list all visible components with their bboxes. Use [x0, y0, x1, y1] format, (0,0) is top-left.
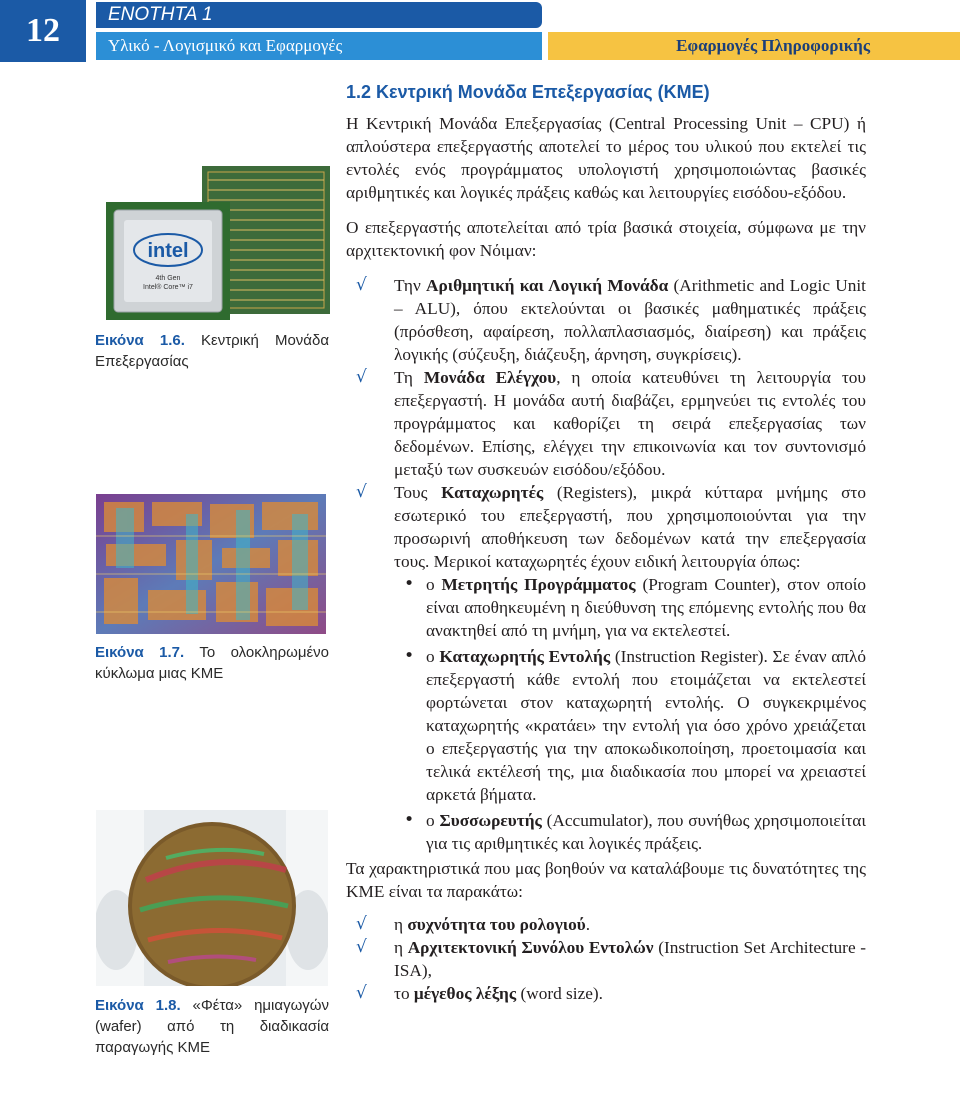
- figure-caption-text: «Φέτα» ημιαγωγών (wafer) από τη διαδικασία παραγωγής ΚΜΕ: [95, 997, 329, 1056]
- unit-band: [96, 2, 542, 28]
- list-item-registers: [346, 481, 866, 573]
- list-item-clock: [346, 913, 866, 936]
- paragraph-cpu-definition: Η Κεντρική Μονάδα Επεξεργασίας (Central Processing Unit – CPU) ή απλούστερα επεξεργαστής αποτελεί το μέρος του υλικού που εκτελεί τις εντολές ενός προγράμματος υπολογιστή χρησιμοποιώντας βασικές αριθμητικές και λογικές πράξεις καθώς και λειτουργίες εισόδου-εξόδου.: [346, 114, 866, 202]
- item-text: το: [394, 984, 414, 1003]
- bullet-icon: •: [404, 646, 415, 666]
- list-item-word-size: [346, 982, 866, 1005]
- components-list: [346, 274, 866, 855]
- figure-caption-1-6: [95, 330, 329, 372]
- item-term: Καταχωρητής Εντολής: [439, 647, 611, 666]
- features-list: [346, 913, 866, 1005]
- item-text: η: [394, 915, 408, 934]
- item-text: ο: [426, 647, 440, 666]
- item-text: ο: [426, 811, 440, 830]
- section-title: 1.2 Κεντρική Μονάδα Επεξεργασίας (ΚΜΕ): [346, 82, 710, 102]
- sublist-item-instruction-register: [346, 645, 866, 806]
- figure-caption-text: Κεντρική Μονάδα Επεξεργασίας: [95, 332, 329, 370]
- wafer-image: [96, 810, 328, 986]
- chip-gen: 4th Gen: [155, 275, 181, 282]
- item-term: Καταχωρητές: [441, 483, 544, 502]
- item-text: , η οποία κατευθύνει τη λειτουργία του επεξεργαστή. Η μονάδα αυτή διαβάζει, ερμηνεύει τις εντολές του προγράμματος και καθορίζει τη σειρά επεξεργασίας των δεδομένων. Επίσης, ελέγχει την επικοινωνία και τον συντονισμό μεταξύ των συσκευών εισόδου/εξόδου.: [394, 368, 866, 479]
- figure-label: Εικόνα 1.7.: [95, 644, 185, 661]
- item-text: (Program Counter), στον οποίο είναι αποθηκευμένη η διεύθυνση της επόμενης εντολής που θα ανακτηθεί από τη μνήμη, για να εκτελεστεί.: [426, 575, 867, 640]
- unit-title: ΕΝΟΤΗΤΑ 1: [108, 4, 213, 25]
- chip-logo: intel: [147, 240, 189, 262]
- item-term: Αρχιτεκτονική Συνόλου Εντολών: [407, 938, 654, 957]
- main-column: [346, 80, 866, 1005]
- book-title: Εφαρμογές Πληροφορικής: [676, 36, 870, 55]
- figure-label: Εικόνα 1.8.: [95, 997, 181, 1014]
- unit-subtitle: Υλικό - Λογισμικό και Εφαρμογές: [108, 36, 343, 55]
- check-icon: √: [356, 275, 367, 295]
- paragraph-characteristics: Τα χαρακτηριστικά που μας βοηθούν να καταλάβουμε τις δυνατότητες της ΚΜΕ είναι τα παρακάτω:: [346, 859, 866, 901]
- figure-label: Εικόνα 1.6.: [95, 332, 185, 349]
- check-icon: √: [356, 367, 367, 387]
- item-text: η: [394, 938, 408, 957]
- item-text: (Arithmetic and Logic Unit – ALU), όπου εκτελούνται οι βασικές μαθηματικές πράξεις (πρόσθεση, αφαίρεση, πολλαπλασιασμός, διαίρεση) και πράξεις λογικής (σύζευξη, διάζευξη, άρνηση, συγκρίσεις).: [394, 276, 866, 364]
- item-text: (Accumulator), που συνήθως χρησιμοποιείται για τις αριθμητικές και λογικές πράξεις.: [426, 811, 866, 853]
- sublist-item-program-counter: [346, 573, 866, 642]
- item-term: Μονάδα Ελέγχου: [423, 368, 557, 387]
- check-icon: √: [356, 914, 367, 934]
- subtitle-band: [96, 32, 542, 60]
- chip-model: Intel® Core™ i7: [143, 284, 193, 291]
- list-item-alu: [346, 274, 866, 366]
- figure-caption-1-8: [95, 995, 329, 1058]
- die-image: [96, 494, 326, 634]
- sublist-item-accumulator: [346, 809, 866, 855]
- item-term: συχνότητα του ρολογιού: [407, 915, 586, 934]
- item-text: Τη: [394, 368, 424, 387]
- item-text: .: [585, 915, 591, 934]
- paragraph-von-neumann: Ο επεξεργαστής αποτελείται από τρία βασικά στοιχεία, σύμφωνα με την αρχιτεκτονική φον Νόιμαν:: [346, 218, 866, 260]
- item-term: μέγεθος λέξης: [413, 984, 517, 1003]
- item-text: (Instruction Register). Σε έναν απλό επεξεργαστή κάθε εντολή που ετοιμάζεται να εκτελεστεί φορτώνεται στον καταχωρητή εντολής. Ο συγκεκριμένος καταχωρητής «κρατάει» την εντολή για όσο χρόνο χρειάζεται ο επεξεργαστής για την αποκωδικοποίηση, προετοιμασία και τελικά εκτέλεσή της, μια διαδικασία που μπορεί να χρειαστεί αρκετά βήματα.: [426, 647, 867, 804]
- item-text: ο: [426, 575, 442, 594]
- item-text: Την: [394, 276, 427, 295]
- list-item-control-unit: [346, 366, 866, 481]
- item-text: Τους: [394, 483, 442, 502]
- cpu-image: [104, 162, 334, 324]
- item-text: (Instruction Set Architecture - ISA),: [394, 938, 867, 980]
- item-term: Συσσωρευτής: [439, 811, 542, 830]
- check-icon: √: [356, 983, 367, 1003]
- check-icon: √: [356, 937, 367, 957]
- item-term: Μετρητής Προγράμματος: [441, 575, 636, 594]
- bullet-icon: •: [404, 574, 415, 594]
- item-text: (Registers), μικρά κύτταρα μνήμης στο εσωτερικό του επεξεργαστή, που χρησιμοποιούνται για την προσωρινή αποθήκευση των δεδομένων κατά την επεξεργασία τους. Μερικοί καταχωρητές έχουν ειδική λειτουργία όπως:: [394, 483, 866, 571]
- item-text: (word size).: [516, 984, 603, 1003]
- bullet-icon: •: [404, 810, 415, 830]
- page-number: 12: [0, 0, 86, 62]
- list-item-isa: [346, 936, 866, 982]
- figure-caption-1-7: [95, 642, 329, 684]
- figure-caption-text: Το ολοκληρωμένο κύκλωμα μιας ΚΜΕ: [95, 644, 329, 682]
- item-term: Αριθμητική και Λογική Μονάδα: [426, 276, 669, 295]
- book-band: [548, 32, 960, 60]
- check-icon: √: [356, 482, 367, 502]
